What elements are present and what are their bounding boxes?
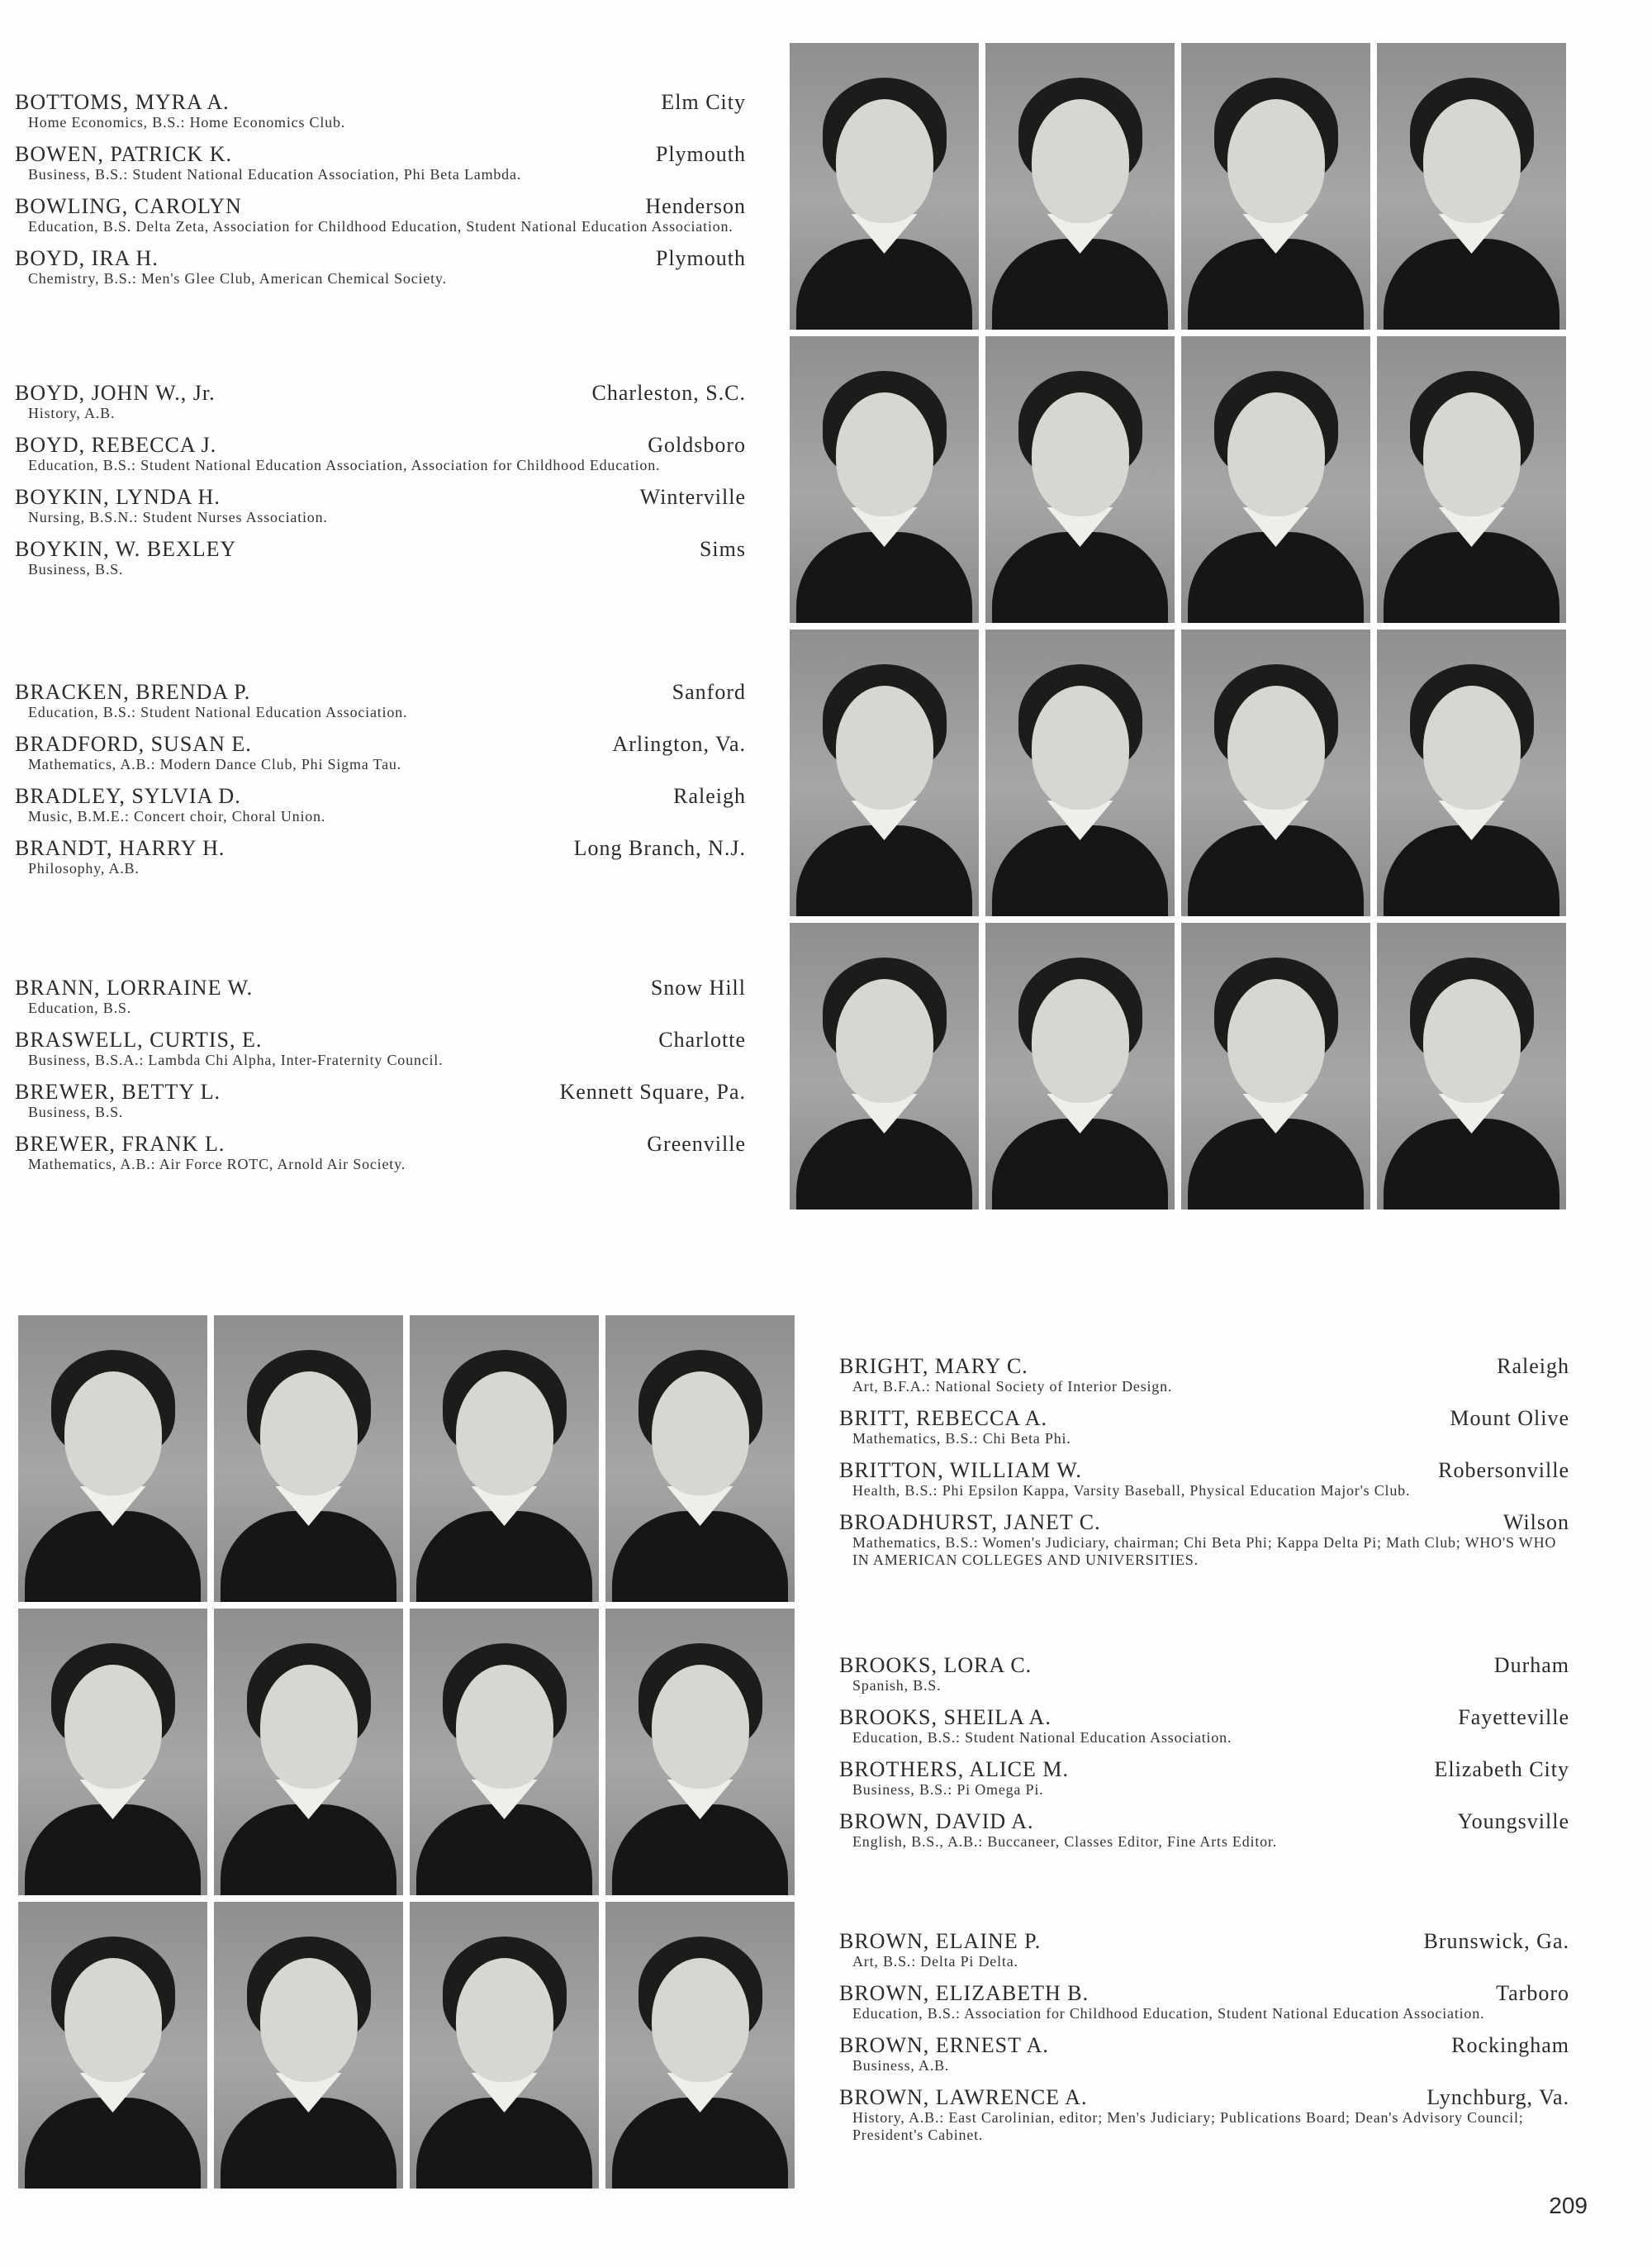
student-detail: Health, B.S.: Phi Epsilon Kappa, Varsity Baseball, Physical Education Major's Club. [852,1482,1411,1499]
hometown: Mount Olive [1450,1406,1569,1430]
entry [839,1758,1569,1799]
student-name: BROOKS, SHEILA A. [839,1705,1051,1729]
entry [15,681,746,721]
portrait-photo [214,1315,403,1602]
portrait-photo [985,630,1175,916]
entry-group-1 [15,91,746,299]
student-name: BOWEN, PATRICK K. [15,142,233,166]
entry [15,785,746,825]
student-name: BOYD, IRA H. [15,246,159,270]
hometown: Raleigh [1497,1354,1569,1378]
portrait-photo [605,1609,795,1895]
portrait-photo [1181,923,1370,1210]
entry [15,247,746,288]
entry-group-6 [839,1654,1569,1862]
hometown: Plymouth [655,246,746,270]
page-number: 209 [1549,2193,1588,2218]
entry-group-7 [839,1930,1569,2155]
hometown: Youngsville [1457,1809,1569,1833]
portrait-photo [1377,43,1566,330]
portrait-photo [1377,630,1566,916]
portrait-photo [985,43,1175,330]
student-detail: English, B.S., A.B.: Buccaneer, Classes Editor, Fine Arts Editor. [852,1833,1278,1850]
student-name: BOYKIN, LYNDA H. [15,485,221,509]
student-name: BRACKEN, BRENDA P. [15,680,251,704]
entry [839,1459,1569,1499]
student-detail: Education, B.S.: Association for Childhood Education, Student National Education Association. [852,2005,1485,2022]
student-detail: History, A.B.: East Carolinian, editor; Men's Judiciary; Publications Board; Dean's Advisory Council; President's Cabinet. [852,2109,1524,2143]
student-name: BROWN, ELAINE P. [839,1929,1042,1953]
student-name: BREWER, FRANK L. [15,1132,225,1156]
student-detail: Mathematics, B.S.: Women's Judiciary, chairman; Chi Beta Phi; Kappa Delta Pi; Math Club; WHO'S WHO IN AMERICAN COLLEGES AND UNIVERSITIES. [852,1534,1557,1568]
portrait-photo [985,336,1175,623]
entry [15,733,746,773]
student-name: BROTHERS, ALICE M. [839,1757,1070,1781]
hometown: Arlington, Va. [612,732,746,756]
portrait-photo [18,1315,207,1602]
entry [15,1081,746,1121]
student-name: BOTTOMS, MYRA A. [15,90,230,114]
entry [15,91,746,131]
hometown: Sims [699,537,746,561]
entry [839,1706,1569,1747]
entry [15,977,746,1017]
entry [839,1982,1569,2022]
portrait-photo [1181,630,1370,916]
student-name: BOYD, REBECCA J. [15,433,217,457]
entry [15,434,746,474]
portrait-photo [605,1315,795,1602]
student-detail: Education, B.S.: Student National Education Association. [28,704,408,720]
hometown: Fayetteville [1458,1705,1569,1729]
hometown: Greenville [647,1132,746,1156]
student-name: BRITT, REBECCA A. [839,1406,1047,1430]
hometown: Charleston, S.C. [591,381,746,405]
student-detail: Philosophy, A.B. [28,860,140,877]
portrait-photo [18,1902,207,2189]
student-detail: Spanish, B.S. [852,1677,942,1694]
entry [839,1930,1569,1970]
portrait-photo [605,1902,795,2189]
hometown: Tarboro [1496,1981,1569,2005]
student-detail: Business, B.S.: Pi Omega Pi. [852,1781,1044,1798]
student-name: BROOKS, LORA C. [839,1653,1032,1677]
student-detail: Nursing, B.S.N.: Student Nurses Association. [28,509,328,525]
student-name: BOYD, JOHN W., Jr. [15,381,216,405]
entry [15,486,746,526]
entry [839,1407,1569,1447]
hometown: Kennett Square, Pa. [559,1080,746,1104]
portrait-photo [790,923,979,1210]
student-detail: Education, B.S.: Student National Education Association, Association for Childhood Education. [28,457,661,473]
student-detail: Mathematics, B.S.: Chi Beta Phi. [852,1430,1071,1447]
entry [839,1810,1569,1851]
hometown: Wilson [1502,1510,1569,1534]
hometown: Snow Hill [650,976,746,1000]
student-detail: Business, B.S.A.: Lambda Chi Alpha, Inter-Fraternity Council. [28,1052,444,1068]
student-detail: Music, B.M.E.: Concert choir, Choral Union. [28,808,326,825]
entry [839,2034,1569,2075]
portrait-photo [214,1609,403,1895]
hometown: Winterville [639,485,746,509]
student-detail: Education, B.S. [28,1000,131,1016]
hometown: Henderson [645,194,746,218]
entry-group-5 [839,1355,1569,1580]
hometown: Durham [1493,1653,1569,1677]
student-detail: Business, B.S. [28,1104,124,1120]
student-detail: Education, B.S.: Student National Education Association. [852,1729,1232,1746]
hometown: Long Branch, N.J. [573,836,746,860]
student-detail: Chemistry, B.S.: Men's Glee Club, American Chemical Society. [28,270,447,287]
student-name: BRANN, LORRAINE W. [15,976,254,1000]
entry [839,2086,1569,2144]
student-detail: Mathematics, A.B.: Modern Dance Club, Phi Sigma Tau. [28,756,401,772]
student-name: BRANDT, HARRY H. [15,836,225,860]
hometown: Lynchburg, Va. [1427,2085,1569,2109]
entry [15,1133,746,1173]
portrait-photo [1181,43,1370,330]
hometown: Sanford [672,680,746,704]
student-name: BRASWELL, CURTIS, E. [15,1028,263,1052]
student-name: BRADFORD, SUSAN E. [15,732,252,756]
entry [839,1355,1569,1395]
portrait-photo [1377,336,1566,623]
portrait-grid-bottom [18,1315,795,2189]
student-detail: Business, B.S. [28,561,124,577]
student-name: BROWN, ELIZABETH B. [839,1981,1089,2005]
student-detail: Business, B.S.: Student National Education Association, Phi Beta Lambda. [28,166,522,183]
entry [15,143,746,183]
portrait-photo [1181,336,1370,623]
entry [839,1654,1569,1694]
entry-group-2 [15,382,746,590]
student-name: BOWLING, CAROLYN [15,194,242,218]
portrait-photo [18,1609,207,1895]
portrait-photo [790,630,979,916]
entry-group-3 [15,681,746,889]
portrait-photo [985,923,1175,1210]
portrait-photo [1377,923,1566,1210]
student-detail: Education, B.S. Delta Zeta, Association for Childhood Education, Student National Education Association. [28,218,733,235]
student-name: BROWN, LAWRENCE A. [839,2085,1088,2109]
student-name: BREWER, BETTY L. [15,1080,221,1104]
hometown: Robersonville [1438,1458,1569,1482]
entry-group-4 [15,977,746,1185]
entry [15,1029,746,1069]
entry [15,837,746,877]
student-detail: Art, B.S.: Delta Pi Delta. [852,1953,1018,1970]
hometown: Rockingham [1451,2033,1569,2057]
portrait-photo [410,1315,599,1602]
student-name: BOYKIN, W. BEXLEY [15,537,237,561]
student-name: BROWN, ERNEST A. [839,2033,1049,2057]
hometown: Charlotte [658,1028,746,1052]
student-detail: History, A.B. [28,405,116,421]
student-name: BRIGHT, MARY C. [839,1354,1028,1378]
entry [15,538,746,578]
hometown: Goldsboro [648,433,746,457]
portrait-photo [410,1902,599,2189]
hometown: Plymouth [655,142,746,166]
portrait-photo [214,1902,403,2189]
student-detail: Art, B.F.A.: National Society of Interior Design. [852,1378,1173,1395]
entry [15,195,746,235]
portrait-grid-top [790,43,1566,1210]
student-detail: Mathematics, A.B.: Air Force ROTC, Arnold Air Society. [28,1156,406,1172]
portrait-photo [410,1609,599,1895]
hometown: Elizabeth City [1434,1757,1569,1781]
student-detail: Business, A.B. [852,2057,950,2074]
hometown: Brunswick, Ga. [1423,1929,1569,1953]
student-detail: Home Economics, B.S.: Home Economics Club. [28,114,346,131]
student-name: BROWN, DAVID A. [839,1809,1034,1833]
entry [15,382,746,422]
portrait-photo [790,336,979,623]
hometown: Elm City [661,90,746,114]
student-name: BRITTON, WILLIAM W. [839,1458,1082,1482]
student-name: BRADLEY, SYLVIA D. [15,784,241,808]
hometown: Raleigh [673,784,746,808]
entry [839,1511,1569,1569]
portrait-photo [790,43,979,330]
student-name: BROADHURST, JANET C. [839,1510,1101,1534]
